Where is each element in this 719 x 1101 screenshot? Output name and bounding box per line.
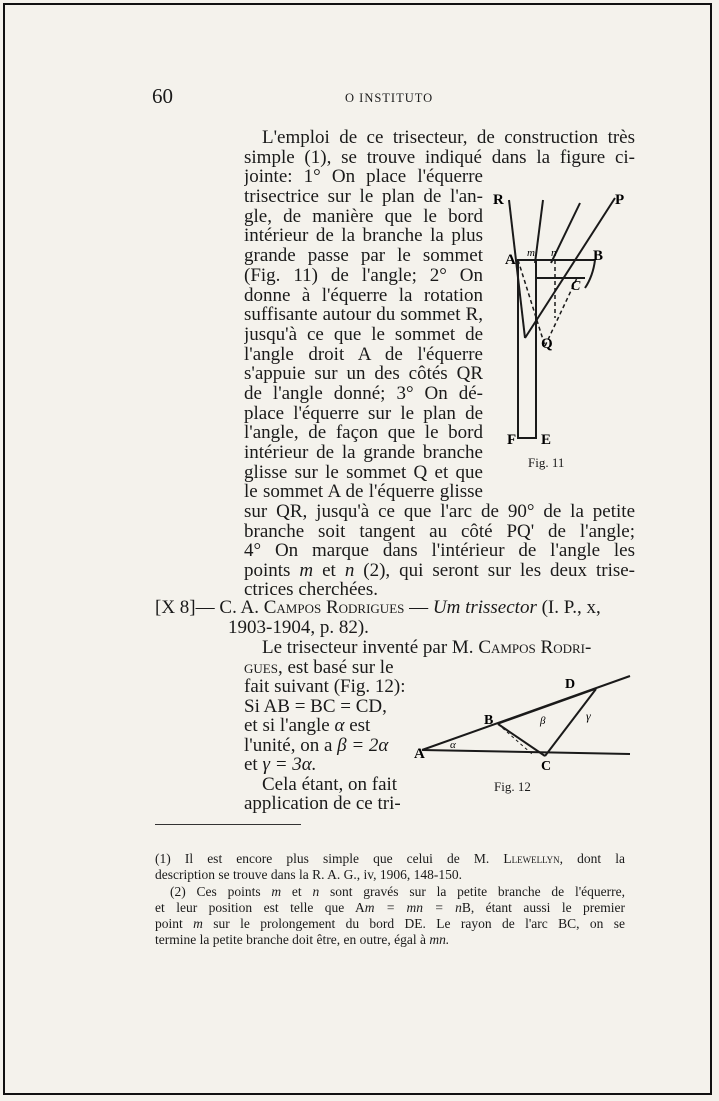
text-line: l'angle droit A de l'équerre [244, 345, 483, 365]
entry-heading [155, 598, 601, 618]
entry-source: (I. P., x, [536, 597, 601, 618]
text-fragment: Le trisecteur inventé par M. [262, 637, 479, 658]
fig12-caption: Fig. 12 [494, 779, 531, 794]
entry-author: Campos Rodrigues [263, 597, 405, 618]
fig12-label-C: C [541, 759, 552, 772]
text-fragment: et [313, 561, 345, 581]
text-fragment: et leur position est telle que A [155, 900, 365, 915]
symbol-alpha: α [334, 715, 345, 736]
text-fragment: termine la petite branche doit être, en outre, égal à [155, 932, 430, 947]
text-fragment: (2) Ces points [170, 884, 272, 899]
text-line: jusqu'à ce que le sommet de [244, 325, 483, 345]
fig11-label-P: P [615, 192, 625, 208]
text-line: le sommet A de l'équerre glisse [244, 482, 483, 502]
fig11-label-B: B [593, 248, 604, 264]
text-line [244, 658, 394, 678]
entry-dash2: — [404, 597, 433, 618]
running-title: O INSTITUTO [345, 91, 434, 105]
point-m: m [299, 561, 314, 581]
fig11-label-A: A [505, 252, 516, 268]
footnote-2-line4 [155, 932, 625, 948]
text-fragment: point [155, 916, 194, 931]
text-line [244, 736, 388, 756]
text-fragment: l'unité, on a [244, 735, 338, 756]
text-line: branche soit tangent au côté PQ' de l'angle; [244, 522, 635, 542]
fig11-label-E: E [541, 432, 552, 448]
figure-12 [410, 672, 635, 772]
author-name: Campos Rodri- [478, 637, 592, 658]
text-line [244, 716, 370, 736]
text-line: application de ce tri- [244, 793, 401, 814]
text-line: suffisante autour du sommet R, [244, 305, 483, 325]
text-line: place l'équerre sur le plan de [244, 404, 483, 424]
text-line: fait suivant (Fig. 12): [244, 676, 406, 697]
entry-title: Um trissector [432, 597, 537, 618]
formula-gamma: γ = 3α. [262, 754, 317, 775]
text-line: donne à l'équerre la rotation [244, 286, 483, 306]
author-name: Llewellyn [503, 851, 560, 866]
text-fragment: (2), qui seront sur les deux trise- [354, 561, 635, 581]
point-n: n [344, 561, 355, 581]
text-line: glisse sur le sommet Q et que [244, 463, 483, 483]
formula-beta: β = 2α [337, 735, 389, 756]
text-line: ctrices cherchées. [244, 579, 378, 600]
text-line: (Fig. 11) de l'angle; 2° On [244, 266, 483, 286]
text-line [244, 561, 635, 581]
fig11-label-m: m [527, 247, 535, 259]
text-line: intérieur de la grande branche [244, 443, 483, 463]
text-line: gle, de manière que le bord [244, 207, 483, 227]
footnote-2-line3 [155, 916, 625, 932]
fig12-label-B: B [484, 713, 494, 728]
fig12-label-D: D [565, 677, 576, 692]
text-line: 4° On marque dans l'intérieur de l'angle les [244, 541, 635, 561]
text-fragment: est [344, 715, 371, 736]
text-line: Si AB = BC = CD, [244, 696, 387, 717]
fig12-label-beta: β [540, 715, 546, 727]
text-line: grande passe par le sommet [244, 246, 483, 266]
text-line: L'emploi de ce trisecteur, de construction très [262, 128, 635, 148]
text-fragment: (1) Il est encore plus simple que celui de M. [155, 851, 504, 866]
text-line: Cela étant, on fait [262, 774, 398, 795]
text-fragment: sur le prolongement du bord DE. Le rayon de l'arc BC, on se [202, 916, 625, 931]
fig12-label-A: A [414, 746, 425, 762]
text-fragment: B, étant aussi le premier [461, 900, 625, 915]
text-line: de l'angle donné; 3° On dé- [244, 384, 483, 404]
footnote-2-line2 [155, 900, 625, 916]
fig11-label-R: R [493, 192, 504, 208]
author-name-cont: gues [244, 657, 278, 678]
text-fragment: et si l'angle [244, 715, 335, 736]
text-fragment: et [244, 754, 263, 775]
fig11-label-C: C [571, 279, 581, 294]
fig12-label-gamma: γ [586, 709, 591, 723]
fig11-label-F: F [507, 432, 517, 448]
fig11-label-Q: Q [541, 336, 553, 352]
footnote-1-line2: description se trouve dans la R. A. G., iv, 1906, 148-150. [155, 867, 462, 882]
footnote-rule [155, 824, 301, 825]
point-n: n [312, 884, 320, 899]
fig11-caption: Fig. 11 [528, 455, 565, 470]
point-m: m [271, 884, 282, 899]
text-line: l'angle, de façon que le bord [244, 423, 483, 443]
page-number: 60 [152, 84, 173, 108]
text-line: s'appuie sur un des côtés QR [244, 364, 483, 384]
formula: mn. [429, 932, 450, 947]
footnote-1-line1 [155, 851, 625, 867]
text-fragment: , dont la [559, 851, 625, 866]
footnote-2-line1 [170, 884, 625, 900]
text-line: simple (1), se trouve indiqué dans la figure ci- [244, 148, 635, 168]
text-line [262, 638, 591, 658]
formula: m = mn = n [364, 900, 462, 915]
text-line: trisectrice sur le plan de l'an- [244, 187, 483, 207]
figure-11 [485, 178, 635, 478]
text-fragment: points [244, 561, 300, 581]
fig11-label-n: n [551, 247, 557, 259]
text-line: intérieur de la branche la plus [244, 226, 483, 246]
entry-dash: — C. A. [195, 597, 264, 618]
text-line [244, 755, 317, 775]
fig12-label-alpha: α [450, 739, 456, 751]
entry-source-line2: 1903-1904, p. 82). [228, 617, 369, 638]
text-fragment: , est basé sur le [277, 657, 394, 678]
entry-ref: [X 8] [155, 597, 196, 618]
text-fragment: sont gravés sur la petite branche de l'équerre, [319, 884, 625, 899]
text-line: jointe: 1° On place l'équerre [244, 167, 483, 187]
text-line: sur QR, jusqu'à ce que l'arc de 90° de la petite [244, 502, 635, 522]
point-m: m [193, 916, 203, 931]
text-fragment: et [281, 884, 313, 899]
